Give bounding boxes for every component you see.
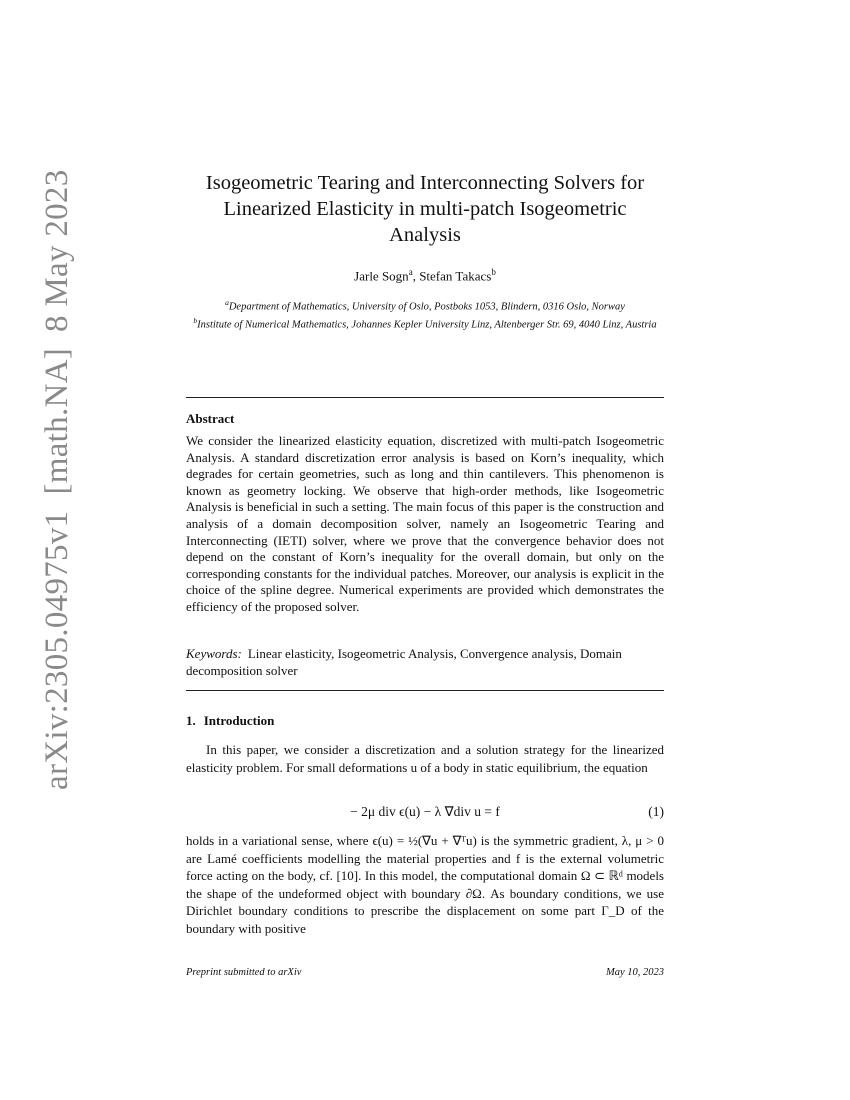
intro-paragraph-2: holds in a variational sense, where ϵ(u) = ½(∇u + ∇ᵀu) is the symmetric gradient, λ, μ > 0 are Lamé coefficients modelling the material properties and f is the external volumetric force acting on the body, cf. [10]. In this model, the computational domain Ω ⊂ ℝᵈ models the shape of the undeformed object with boundary ∂Ω. As boundary conditions, we use Dirichlet boundary conditions to prescribe the displacement on some part Γ_D of the boundary with positive	[186, 833, 664, 936]
affiliation	[186, 296, 664, 314]
author-affil-mark: a	[408, 267, 413, 277]
author-affil-mark: b	[491, 267, 496, 277]
abstract-top-rule	[186, 397, 664, 398]
author-name: Stefan Takacs	[419, 268, 492, 284]
equation-number: (1)	[648, 804, 664, 819]
intro-paragraph-1: In this paper, we consider a discretization and a solution strategy for the linearized elasticity problem. For small deformations u of a body in static equilibrium, the equation	[186, 742, 664, 775]
footer-preprint-note: Preprint submitted to arXiv	[186, 967, 302, 978]
paper-title: Isogeometric Tearing and Interconnecting Solvers for Linearized Elasticity in multi-patch Isogeometric Analysis	[205, 172, 645, 246]
author-name: Jarle Sogn	[354, 268, 409, 284]
keywords	[186, 645, 664, 679]
section-title: Introduction	[203, 713, 275, 728]
affiliations	[186, 296, 664, 331]
affiliation	[186, 314, 664, 332]
arxiv-category: [math.NA]	[39, 347, 75, 495]
abstract-bottom-rule	[186, 690, 664, 691]
footer-date: May 10, 2023	[605, 967, 664, 978]
affiliation-text: Institute of Numerical Mathematics, Johannes Kepler University Linz, Altenberger Str. 69, 4040 Linz, Austria	[197, 319, 657, 330]
arxiv-stamp	[39, 169, 75, 790]
abstract-body: We consider the linearized elasticity equation, discretized with multi-patch Isogeometric Analysis. A standard discretization error analysis is based on Korn’s inequality, which degrades for certain geometries, such as long and thin cantilevers. This phenomenon is known as geometry locking. We observe that high-order methods, like Isogeometric Analysis is beneficial in such a setting. The main focus of this paper is the construction and analysis of a domain decomposition solver, namely an Isogeometric Tearing and Interconnecting (IETI) solver, where we prove that the convergence behavior does not depend on the constant of Korn’s inequality for the overall domain, but only on the corresponding constants for the individual patches. Moreover, our analysis is explicit in the choice of the spline degree. Numerical experiments are provided which demonstrates the efficiency of the proposed solver.	[186, 433, 664, 614]
equation-1	[186, 804, 664, 824]
arxiv-date: 8 May 2023	[39, 169, 75, 332]
keywords-text: Linear elasticity, Isogeometric Analysis, Convergence analysis, Domain decomposition solver	[186, 646, 622, 678]
arxiv-id: arXiv:2305.04975v1	[39, 510, 75, 790]
section-heading	[186, 713, 274, 729]
keywords-label: Keywords:	[186, 646, 242, 661]
author-list: Jarle Sogn$^a$, Stefan Takacs$^b$	[354, 267, 496, 284]
section-number: 1.	[186, 713, 196, 728]
affiliation-text: Department of Mathematics, University of Oslo, Postboks 1053, Blindern, 0316 Oslo, Norway	[228, 301, 625, 313]
affiliation-mark: a	[225, 298, 229, 307]
equation-body: − 2μ div ϵ(u) − λ ∇div u = f	[350, 804, 500, 819]
affiliation-mark: b	[193, 315, 198, 325]
abstract-heading: Abstract	[186, 411, 235, 426]
